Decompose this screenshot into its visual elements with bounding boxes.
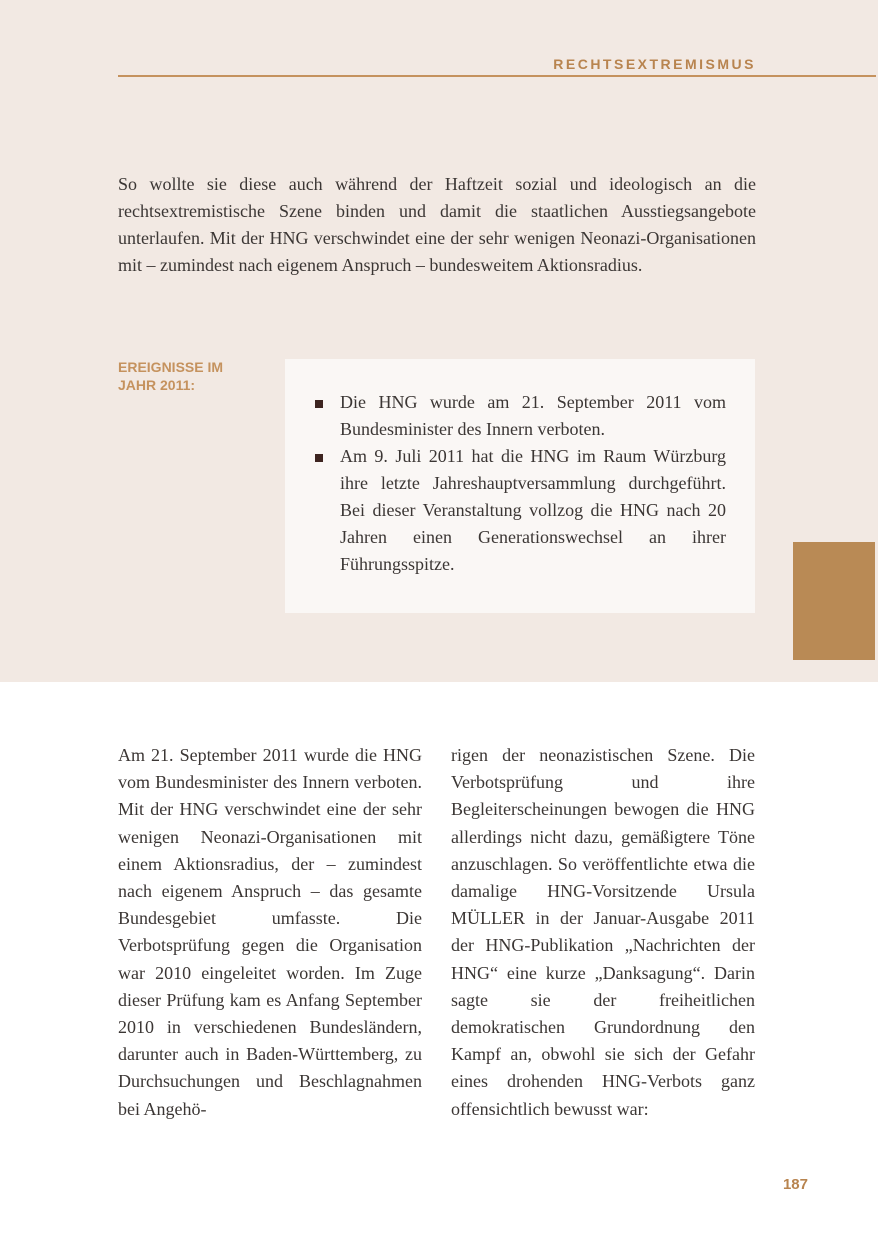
side-tab-marker (793, 542, 875, 660)
list-item (313, 443, 726, 578)
header-divider (118, 75, 876, 77)
body-column-right: rigen der neonazistischen Szene. Die Verbotsprüfung und ihre Begleiterscheinungen bewogen die HNG allerdings nicht dazu, gemäßigtere Töne anzuschlagen. So veröffentlichte etwa die damalige HNG-Vorsitzende Ursula MÜLLER in der Januar-Ausgabe 2011 der HNG-Publikation „Nachrichten der HNG“ eine kurze „Danksagung“. Darin sagte sie der freiheitlichen demokratischen Grundordnung den Kampf an, obwohl sie sich der Gefahr eines drohenden HNG-Verbots ganz offensichtlich bewusst war: (451, 745, 755, 1119)
intro-paragraph: So wollte sie diese auch während der Haftzeit sozial und ideologisch an die rechtsextremistische Szene binden und damit die staatlichen Ausstiegsangebote unterlaufen. Mit der HNG verschwindet eine der sehr wenigen Neonazi-Organisationen mit – zumindest nach eigenem Anspruch – bundesweitem Aktionsradius. (118, 174, 756, 275)
event-text: Am 9. Juli 2011 hat die HNG im Raum Würzburg ihre letzte Jahreshauptversammlung durchgeführt. Bei dieser Veranstaltung vollzog die HNG nach 20 Jahren einen Generationswechsel an ihrer Führungsspitze. (340, 446, 726, 574)
events-box (285, 359, 755, 613)
event-text: Die HNG wurde am 21. September 2011 vom Bundesminister des Innern verboten. (340, 392, 726, 439)
body-column-left: Am 21. September 2011 wurde die HNG vom Bundesminister des Innern verboten. Mit der HNG verschwindet eine der sehr wenigen Neonazi-Organisationen mit einem Aktionsradius, der – zumindest nach eigenem Anspruch – das gesamte Bundesgebiet umfasste. Die Verbotsprüfung gegen die Organisation war 2010 eingeleitet worden. Im Zuge dieser Prüfung kam es Anfang September 2010 in verschiedenen Bundesländern, darunter auch in Baden-Württemberg, zu Durchsuchungen und Beschlagnahmen bei Angehö- (118, 745, 422, 1119)
events-list (313, 389, 726, 578)
events-label: EREIGNISSE IM JAHR 2011: (118, 359, 224, 393)
page-number: 187 (782, 1176, 808, 1193)
list-item (313, 389, 726, 443)
running-header: RECHTSEXTREMISMUS (553, 56, 756, 72)
square-bullet-icon (315, 400, 323, 408)
square-bullet-icon (315, 454, 323, 462)
